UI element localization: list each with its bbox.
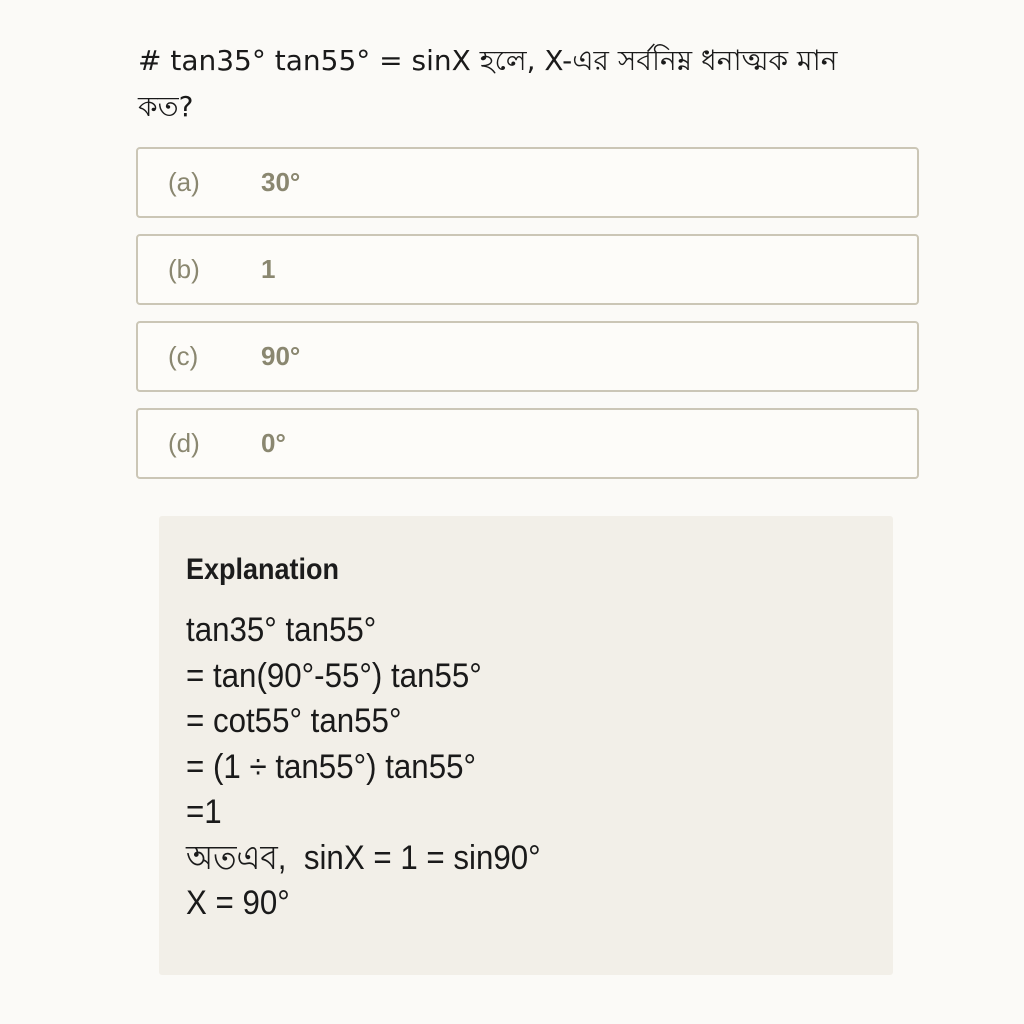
explanation-line: অতএব, sinX = 1 = sin90°	[186, 838, 541, 877]
option-letter: (b)	[168, 254, 200, 284]
explanation-line: =1	[186, 793, 222, 831]
explanation-panel	[159, 516, 893, 975]
option-d[interactable]	[136, 408, 919, 479]
option-b[interactable]	[136, 234, 919, 305]
option-value: 30°	[261, 167, 301, 197]
option-letter: (a)	[168, 167, 200, 197]
option-value: 0°	[261, 428, 286, 458]
option-letter: (c)	[168, 341, 199, 371]
option-a[interactable]	[136, 147, 919, 218]
option-c[interactable]	[136, 321, 919, 392]
question-text: # tan35° tan55° = sinX হলে, X-এর সর্বনিম্ন ধনাত্মক মান কত?	[138, 44, 838, 123]
option-letter: (d)	[168, 428, 200, 458]
explanation-line: = tan(90°-55°) tan55°	[186, 656, 482, 695]
explanation-line: X = 90°	[186, 884, 290, 922]
option-value: 90°	[261, 341, 301, 371]
explanation-line: = (1 ÷ tan55°) tan55°	[186, 747, 477, 786]
explanation-title: Explanation	[186, 553, 340, 586]
explanation-line: = cot55° tan55°	[186, 702, 402, 740]
options-list	[136, 147, 919, 495]
explanation-line: tan35° tan55°	[186, 611, 377, 649]
option-value: 1	[261, 254, 276, 284]
